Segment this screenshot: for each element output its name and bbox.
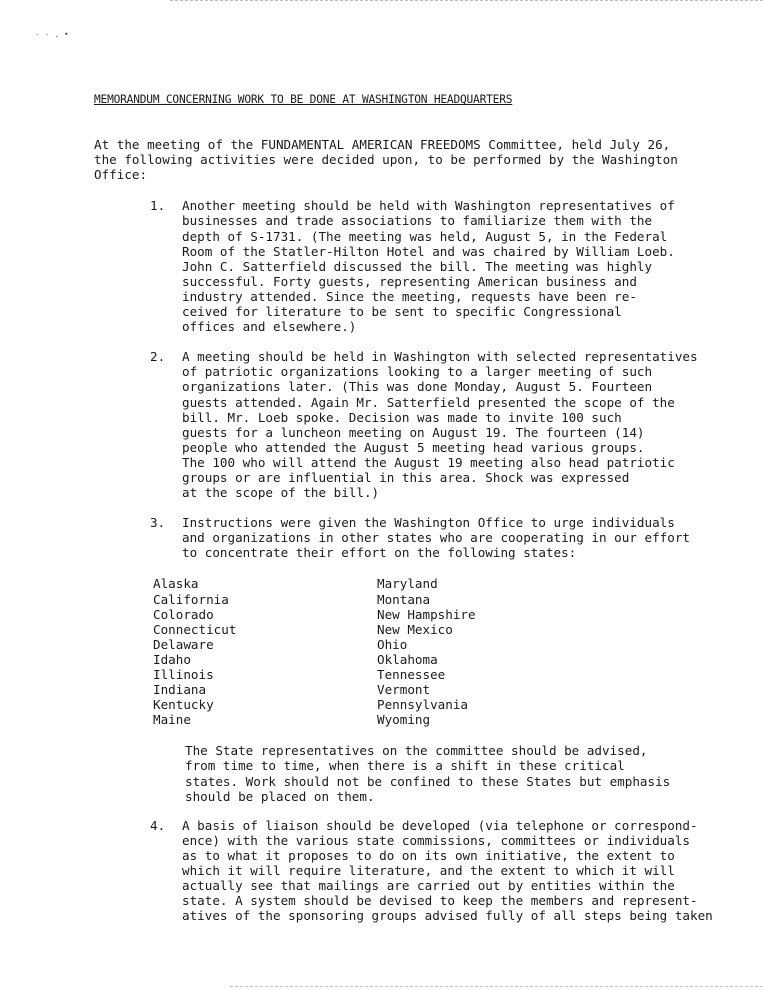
note-line: states. Work should not be confined to these States but emphasis — [185, 773, 671, 789]
item-text — [182, 198, 712, 334]
item-line: ceived for literature to be sent to specific Congressional — [182, 304, 622, 320]
item-line: to concentrate their effort on the following states: — [182, 545, 577, 561]
item-line: and organizations in other states who are cooperating in our effort — [182, 530, 690, 546]
state-name: New Mexico — [377, 621, 453, 637]
item-text — [182, 818, 712, 924]
state-name: California — [153, 591, 229, 607]
item-number: 2. — [150, 349, 166, 365]
item-line: groups or are influential in this area. Shock was expressed — [182, 469, 630, 485]
states-list — [153, 576, 724, 727]
item-line: bill. Mr. Loeb spoke. Decision was made to invite 100 such — [182, 409, 622, 425]
bottom-edge-dots — [230, 986, 763, 987]
intro-line: At the meeting of the FUNDAMENTAL AMERICAN FREEDOMS Committee, held July 26, — [94, 137, 671, 153]
item-text — [182, 515, 712, 560]
state-name: Illinois — [153, 667, 214, 682]
state-name: Colorado — [153, 606, 214, 622]
top-edge-dots — [170, 0, 763, 1]
item-number: 3. — [150, 515, 166, 531]
item-number: 1. — [150, 198, 166, 214]
state-name: Vermont — [377, 682, 431, 698]
state-name: New Hampshire — [377, 606, 476, 622]
intro-paragraph — [94, 137, 724, 182]
item-line: guests for a luncheon meeting on August 19. The fourteen (14) — [182, 424, 645, 440]
state-name: Delaware — [153, 636, 214, 652]
item-line: atives of the sponsoring groups advised fully of all steps being taken — [182, 908, 713, 924]
item-line: A meeting should be held in Washington with selected representatives — [182, 349, 698, 365]
note-line: from time to time, when there is a shift in these critical — [185, 758, 625, 774]
state-name: Montana — [377, 591, 431, 607]
state-name: Alaska — [153, 576, 199, 592]
item-line: organizations later. (This was done Monday, August 5. Fourteen — [182, 379, 653, 395]
list-item-4 — [150, 818, 724, 924]
item-line: businesses and trade associations to familiarize them with the — [182, 213, 653, 229]
item-line: A basis of liaison should be developed (via telephone or correspond- — [182, 817, 698, 833]
state-name: Maryland — [377, 576, 438, 592]
item-line: which it will require literature, and the extent to which it will — [182, 863, 675, 879]
item-number: 4. — [150, 817, 166, 833]
item-line: successful. Forty guests, representing American business and — [182, 273, 637, 289]
state-note — [185, 743, 685, 803]
item-line: state. A system should be devised to keep the members and represent- — [182, 893, 698, 909]
state-name: Tennessee — [377, 667, 446, 682]
state-name: Maine — [153, 712, 191, 728]
list-item-2 — [150, 349, 724, 500]
state-name: Ohio — [377, 636, 408, 652]
state-name: Oklahoma — [377, 651, 438, 667]
memo-title: MEMORANDUM CONCERNING WORK TO BE DONE AT WASHINGTON HEADQUARTERS — [94, 93, 513, 106]
state-name: Idaho — [153, 651, 191, 667]
state-name: Pennsylvania — [377, 697, 468, 713]
intro-line: Office: — [94, 167, 148, 183]
item-line: depth of S-1731. (The meeting was held, August 5, in the Federal — [182, 228, 668, 244]
item-line: The 100 who will attend the August 19 meeting also head patriotic — [182, 454, 675, 470]
state-name: Indiana — [153, 682, 207, 698]
item-line: actually see that mailings are carried out by entities within the — [182, 878, 675, 894]
item-line: ence) with the various state commissions, committees or individuals — [182, 832, 690, 848]
note-line: should be placed on them. — [185, 788, 375, 804]
state-name: Kentucky — [153, 697, 214, 713]
item-text — [182, 349, 712, 500]
item-line: guests attended. Again Mr. Satterfield presented the scope of the — [182, 394, 675, 410]
state-name: Connecticut — [153, 621, 237, 637]
intro-line: the following activities were decided upon, to be performed by the Washington — [94, 152, 678, 168]
item-line: John C. Satterfield discussed the bill. The meeting was highly — [182, 258, 653, 274]
item-line: as to what it proposes to do on its own initiative, the extent to — [182, 847, 675, 863]
state-name: Wyoming — [377, 712, 431, 728]
item-line: industry attended. Since the meeting, requests have been re- — [182, 288, 637, 304]
note-line: The State representatives on the committee should be advised, — [185, 743, 648, 759]
list-item-1 — [150, 198, 724, 334]
item-line: offices and elsewhere.) — [182, 319, 357, 335]
item-line: of patriotic organizations looking to a larger meeting of such — [182, 364, 653, 380]
item-line: Room of the Statler-Hilton Hotel and was chaired by William Loeb. — [182, 243, 675, 259]
states-column-right — [377, 576, 577, 727]
states-column-left — [153, 576, 377, 727]
memo-page — [94, 92, 724, 938]
list-item-3 — [150, 515, 724, 560]
item-line: Instructions were given the Washington Office to urge individuals — [182, 515, 675, 531]
item-line: at the scope of the bill.) — [182, 485, 380, 501]
corner-mark: ˗ ˗ . • — [35, 30, 69, 39]
item-line: people who attended the August 5 meeting head various groups. — [182, 439, 645, 455]
item-line: Another meeting should be held with Washington representatives of — [182, 198, 675, 214]
